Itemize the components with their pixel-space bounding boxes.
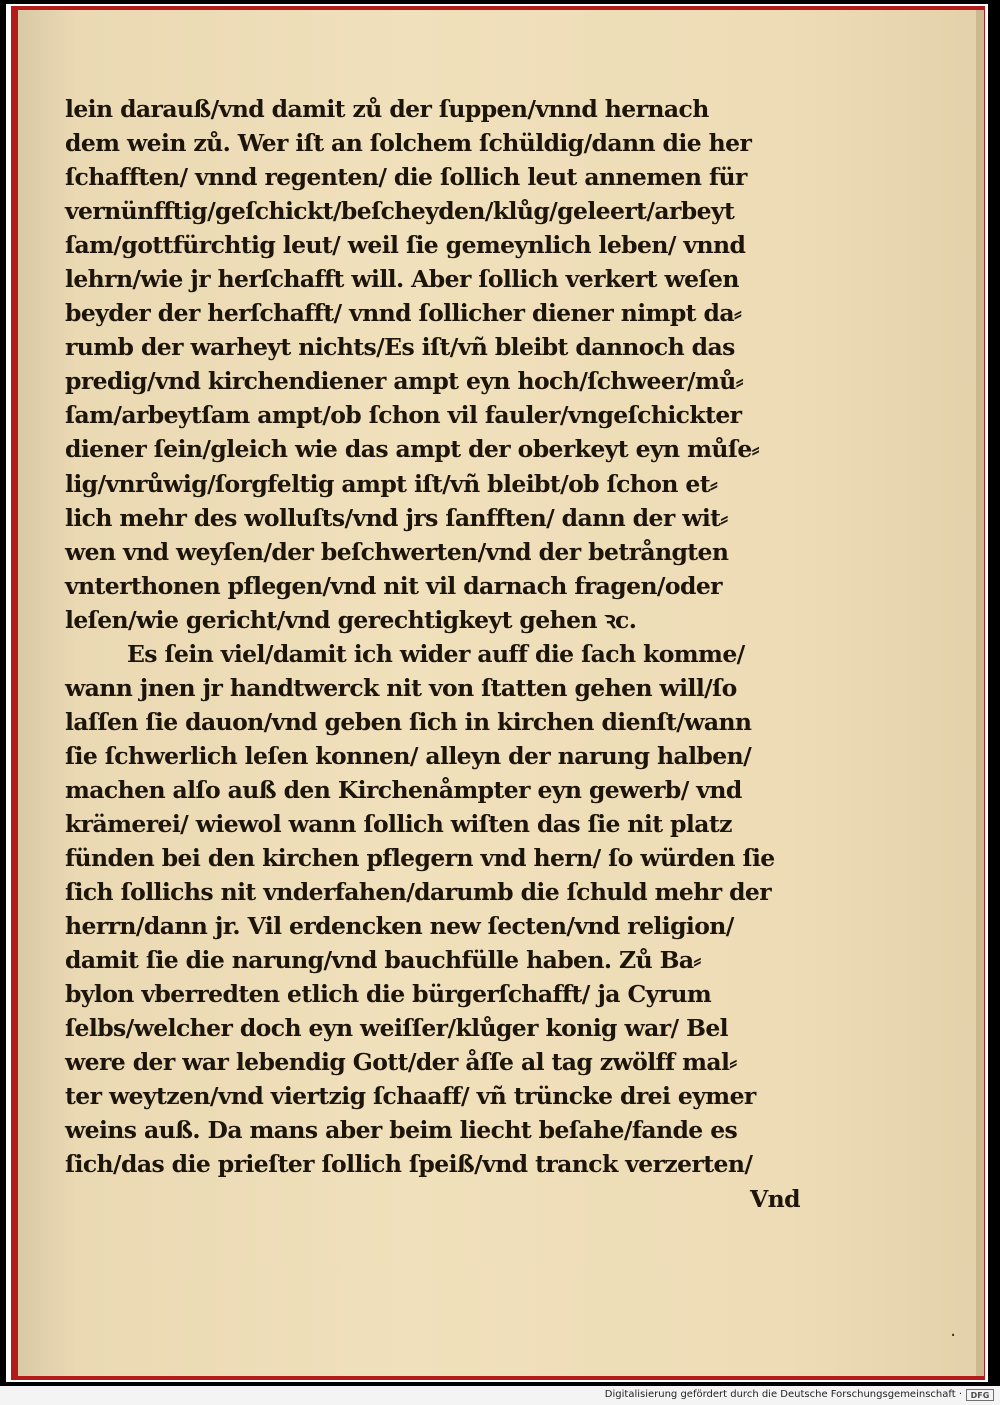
text-line: wen vnd weyſen/der beſchwerten/vnd der betrångten: [65, 537, 729, 566]
text-line: krämerei/ wiewol wann ſollich wiſten das ſie nit platz: [65, 809, 732, 838]
text-line: beyder der herſchafft/ vnnd ſollicher diener nimpt da⸗: [65, 299, 742, 328]
digitization-footer: [0, 1386, 1000, 1405]
text-line: Es ſein viel/damit ich wider auff die ſach komme/: [127, 639, 745, 668]
text-line: vnterthonen pflegen/vnd nit vil darnach fragen/oder: [65, 571, 722, 600]
text-line: ſchafften/ vnnd regenten/ die ſollich leut annemen für: [65, 163, 747, 192]
funding-credit-text: Digitalisierung gefördert durch die Deutsche Forschungsgemeinschaft ·: [604, 1389, 962, 1400]
text-line: machen alſo auß den Kirchenåmpter eyn gewerb/ vnd: [65, 775, 742, 804]
text-line: bylon vberredten etlich die bürgerſchafft/ ja Cyrum: [65, 980, 712, 1009]
page-text-block: [65, 92, 810, 1216]
text-line: were der war lebendig Gott/der åſſe al tag zwölff mal⸗: [65, 1048, 737, 1077]
catchword: Vnd: [750, 1184, 800, 1213]
text-line: leſen/wie gericht/vnd gerechtigkeyt gehen ꝛc.: [65, 605, 637, 634]
text-line: laſſen ſie dauon/vnd geben ſich in kirchen dienſt/wann: [65, 707, 752, 736]
text-line: wann jnen jr handtwerck nit von ſtatten gehen will/ſo: [65, 673, 737, 702]
text-line: rumb der warheyt nichts/Es iſt/vñ bleibt dannoch das: [65, 333, 735, 362]
text-line: vernünfftig/geſchickt/beſcheyden/klůg/geleert/arbeyt: [65, 197, 735, 226]
text-line: herrn/dann jr. Vil erdencken new ſecten/vnd religion/: [65, 912, 734, 941]
text-line: predig/vnd kirchendiener ampt eyn hoch/ſchweer/mů⸗: [65, 367, 743, 396]
text-line: lig/vnrůwig/ſorgfeltig ampt iſt/vñ bleibt/ob ſchon et⸗: [65, 469, 718, 498]
text-line: lehrn/wie jr herſchafft will. Aber ſollich verkert weſen: [65, 265, 739, 294]
corner-mark: ·: [950, 1325, 956, 1346]
text-line: ter weytzen/vnd viertzig ſchaaff/ vñ trüncke drei eymer: [65, 1082, 756, 1111]
text-line: fünden bei den kirchen pflegern vnd hern/ ſo würden ſie: [65, 844, 775, 873]
text-line: ſich/das die prieſter ſollich ſpeiß/vnd tranck verzerten/: [65, 1150, 753, 1179]
dfg-logo: DFG: [966, 1389, 994, 1401]
book-page: [18, 10, 984, 1376]
text-line: diener ſein/gleich wie das ampt der oberkeyt eyn můſe⸗: [65, 435, 759, 464]
text-line: ſam/arbeytſam ampt/ob ſchon vil fauler/vngeſchickter: [65, 401, 742, 430]
text-line: ſich ſollichs nit vnderfahen/darumb die ſchuld mehr der: [65, 878, 772, 907]
text-line: lich mehr des wolluſts/vnd jrs ſanfften/ dann der wit⸗: [65, 503, 728, 532]
text-line: ſelbs/welcher doch eyn weiſſer/klůger konig war/ Bel: [65, 1014, 729, 1043]
text-line: lein darauß/vnd damit zů der ſuppen/vnnd hernach: [65, 95, 709, 123]
text-line: weins auß. Da mans aber beim liecht beſahe/fande es: [65, 1116, 738, 1145]
text-line: dem wein zů. Wer iſt an ſolchem ſchüldig/dann die her: [65, 129, 752, 158]
text-line: ſam/gottfürchtig leut/ weil ſie gemeynlich leben/ vnnd: [65, 231, 746, 260]
text-line: damit ſie die narung/vnd bauchfülle haben. Zů Ba⸗: [65, 946, 701, 975]
text-line: ſie ſchwerlich leſen konnen/ alleyn der narung halben/: [65, 741, 752, 770]
